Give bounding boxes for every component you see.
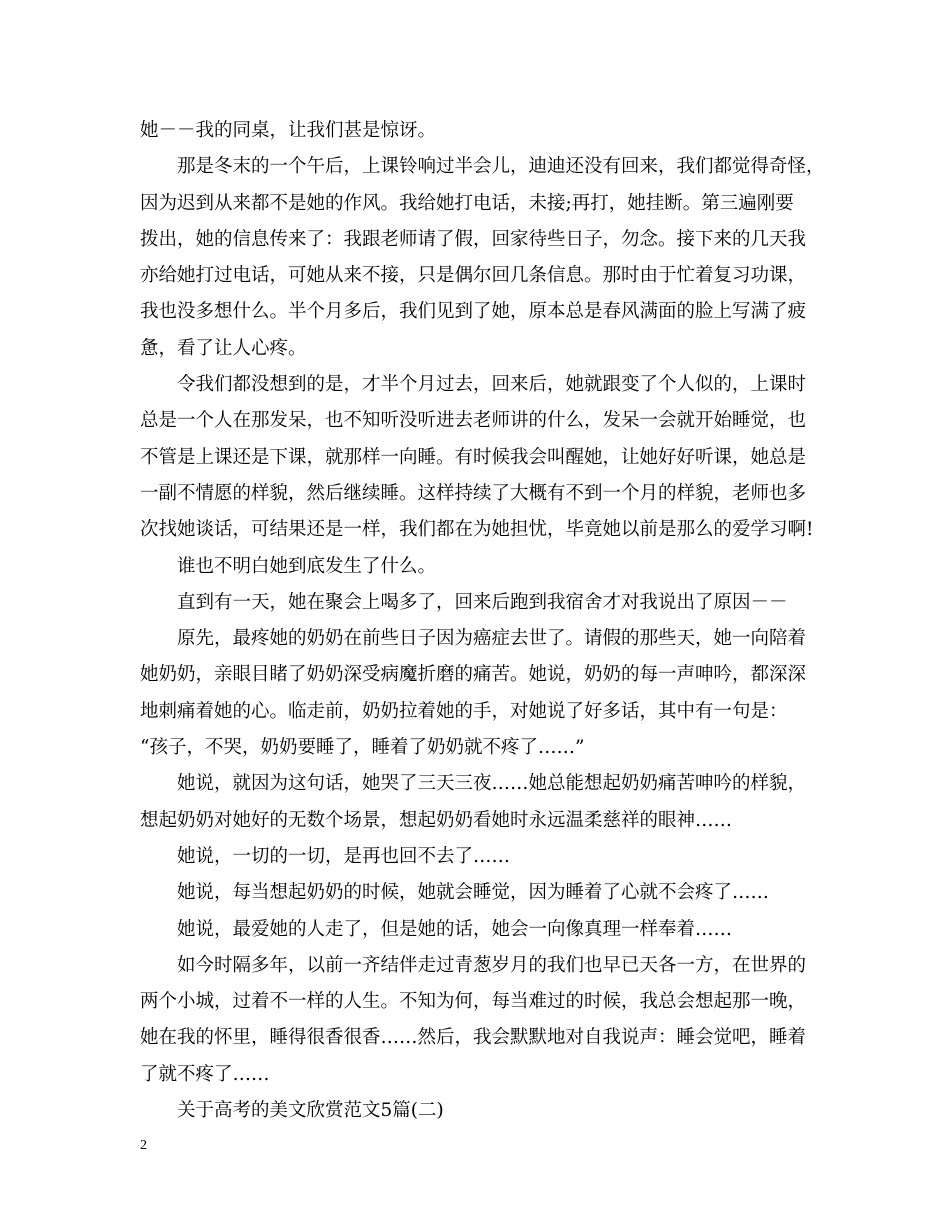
text-line: 她在我的怀里，睡得很香很香……然后，我会默默地对自我说声：睡会觉吧，睡着 (140, 1027, 807, 1049)
text-line: 想起奶奶对她好的无数个场景，想起奶奶看她时永远温柔慈祥的眼神…… (140, 809, 733, 831)
text-line: 次找她谈话，可结果还是一样，我们都在为她担忧，毕竟她以前是那么的爱学习啊! (140, 519, 814, 541)
text-line: 她说，一切的一切，是再也回不去了…… (177, 845, 511, 867)
text-line: 地刺痛着她的心。临走前，奶奶拉着她的手，对她说了好多话，其中有一句是： (140, 700, 788, 722)
text-line: 了就不疼了…… (140, 1063, 270, 1085)
text-line: 她－－我的同桌，让我们甚是惊讶。 (140, 120, 437, 141)
text-line: 她奶奶，亲眼目睹了奶奶深受病魔折磨的痛苦。她说，奶奶的每一声呻吟，都深深 (140, 664, 807, 686)
text-line: 她说，最爱她的人走了，但是她的话，她会一向像真理一样奉着…… (177, 918, 733, 940)
text-line: 她说，就因为这句话，她哭了三天三夜……她总能想起奶奶痛苦呻吟的样貌， (177, 773, 807, 795)
text-line: 一副不情愿的样貌，然后继续睡。这样持续了大概有不到一个月的样貌，老师也多 (140, 482, 807, 504)
document-body (140, 113, 825, 1129)
text-line: 谁也不明白她到底发生了什么。 (177, 555, 437, 577)
text-line: 因为迟到从来都不是她的作风。我给她打电话，未接;再打，她挂断。第三遍刚要 (140, 192, 794, 214)
text-line: 不管是上课还是下课，就那样一向睡。有时候我会叫醒她，让她好好听课，她总是 (140, 446, 807, 468)
text-line: 原先，最疼她的奶奶在前些日子因为癌症去世了。请假的那些天，她一向陪着 (177, 628, 807, 650)
text-line: 惫，看了让人心疼。 (140, 337, 307, 359)
text-line: 两个小城，过着不一样的人生。不知为何，每当难过的时候，我总会想起那一晚， (140, 991, 807, 1013)
text-line: 直到有一天，她在聚会上喝多了，回来后跑到我宿舍才对我说出了原因－－ (177, 591, 788, 613)
text-line: 如今时隔多年，以前一齐结伴走过青葱岁月的我们也早已天各一方，在世界的 (177, 954, 807, 976)
section-heading: 关于高考的美文欣赏范文5篇(二) (177, 1100, 444, 1122)
text-line: 她说，每当想起奶奶的时候，她就会睡觉，因为睡着了心就不会疼了…… (177, 882, 770, 904)
text-line: 总是一个人在那发呆，也不知听没听进去老师讲的什么，发呆一会就开始睡觉，也 (140, 410, 807, 432)
text-line: 我也没多想什么。半个月多后，我们见到了她，原本总是春风满面的脸上写满了疲 (140, 301, 807, 323)
text-line: 令我们都没想到的是，才半个月过去，回来后，她就跟变了个人似的，上课时 (177, 374, 807, 396)
text-line: 那是冬末的一个午后，上课铃响过半会儿，迪迪还没有回来，我们都觉得奇怪， (177, 156, 825, 178)
page-number: 2 (140, 1138, 147, 1153)
text-line: 亦给她打过电话，可她从来不接，只是偶尔回几条信息。那时由于忙着复习功课， (140, 265, 807, 287)
text-line: 拨出，她的信息传来了：我跟老师请了假，回家待些日子，勿念。接下来的几天我 (140, 228, 807, 250)
text-line: “孩子，不哭，奶奶要睡了，睡着了奶奶就不疼了……” (140, 737, 585, 759)
